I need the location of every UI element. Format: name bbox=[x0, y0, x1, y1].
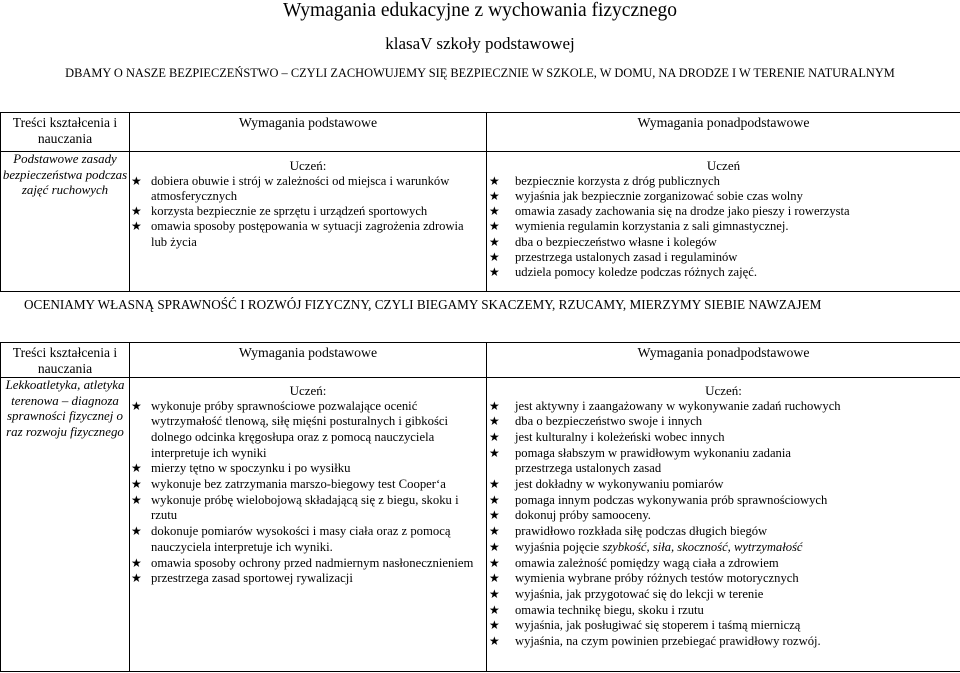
star-icon: ★ bbox=[489, 634, 500, 649]
list-item-text: omawia technikę biegu, skoku i rzutu bbox=[515, 602, 704, 617]
list-item bbox=[131, 555, 480, 572]
list-item-text: korzysta bezpiecznie ze sprzętu i urządzeń sportowych bbox=[151, 204, 428, 219]
list-item-text: wykonuje próbę wielobojową składającą się z biegu, skoku i rzutu bbox=[151, 492, 459, 523]
list-item bbox=[489, 234, 956, 250]
col-header-topic: Treści kształcenia i nauczania bbox=[1, 343, 130, 378]
list-item bbox=[131, 461, 480, 477]
uczen-label: Uczeń: bbox=[289, 158, 327, 173]
section2-basic-cell bbox=[130, 378, 487, 672]
star-icon: ★ bbox=[489, 204, 500, 219]
star-icon: ★ bbox=[489, 477, 500, 492]
document-subtitle: klasaV szkoły podstawowej bbox=[385, 34, 575, 53]
list-item bbox=[489, 602, 956, 619]
section2-advanced-list bbox=[487, 399, 960, 650]
star-icon: ★ bbox=[489, 398, 500, 413]
list-item-text: jest kulturalny i koleżeński wobec innych bbox=[515, 429, 725, 444]
list-item-text: bezpiecznie korzysta z dróg publicznych bbox=[515, 173, 720, 188]
italic-item-terms: szybkość, siła, skoczność, wytrzymałość bbox=[602, 539, 803, 554]
list-item bbox=[489, 414, 956, 430]
list-item bbox=[489, 173, 956, 189]
list-item-text: wykonuje bez zatrzymania marszo-biegowy test Cooper‘a bbox=[151, 477, 446, 492]
star-icon: ★ bbox=[131, 492, 142, 507]
list-item-text: jest aktywny i zaangażowany w wykonywanie zadań ruchowych bbox=[515, 398, 841, 413]
list-item bbox=[131, 492, 480, 524]
section2-advanced-cell bbox=[487, 378, 960, 672]
star-icon: ★ bbox=[131, 524, 142, 539]
list-item bbox=[489, 555, 956, 572]
star-icon: ★ bbox=[489, 618, 500, 633]
document-title: Wymagania edukacyjne z wychowania fizycznego bbox=[282, 0, 678, 21]
list-item bbox=[489, 219, 956, 234]
star-icon: ★ bbox=[489, 586, 500, 601]
list-item-text: przestrzega ustalonych zasad bbox=[515, 461, 662, 476]
star-icon: ★ bbox=[131, 219, 142, 234]
list-item-text: prawidłowo rozkłada siłę podczas długich biegów bbox=[515, 524, 768, 539]
list-item-text: mierzy tętno w spoczynku i po wysiłku bbox=[151, 461, 351, 476]
list-item bbox=[131, 477, 480, 493]
col-header-advanced: Wymagania ponadpodstawowe bbox=[487, 343, 960, 378]
section1-basic-cell bbox=[130, 152, 487, 292]
list-item bbox=[489, 188, 956, 204]
list-item-text: przestrzega ustalonych zasad i regulaminów bbox=[515, 249, 738, 264]
list-item bbox=[489, 524, 956, 540]
list-item-text: wymienia wybrane próby różnych testów motorycznych bbox=[515, 571, 799, 586]
star-icon: ★ bbox=[489, 602, 500, 617]
col-header-basic: Wymagania podstawowe bbox=[130, 113, 487, 152]
list-item bbox=[131, 173, 480, 205]
list-item-text: omawia sposoby ochrony przed nadmiernym nasłonecznieniem bbox=[151, 555, 474, 570]
star-icon: ★ bbox=[489, 188, 500, 203]
list-item bbox=[131, 524, 480, 555]
list-item bbox=[131, 204, 480, 219]
uczen-label: Uczeń: bbox=[705, 383, 742, 398]
list-item-text: pomaga innym podczas wykonywania prób sprawnościowych bbox=[515, 492, 828, 507]
star-icon: ★ bbox=[489, 265, 500, 280]
star-icon: ★ bbox=[489, 429, 500, 444]
list-item-text: dokonuje pomiarów wysokości i masy ciała oraz z pomocą nauczyciela interpretuje ich wyniki. bbox=[151, 524, 451, 554]
list-item-text: dobiera obuwie i strój w zależności od miejsca i warunków atmosferycznych bbox=[151, 173, 450, 203]
star-icon: ★ bbox=[489, 555, 500, 570]
uczen-label: Uczeń bbox=[706, 158, 741, 173]
star-icon: ★ bbox=[489, 524, 500, 539]
list-item-text: wykonuje próby sprawnościowe pozwalające ocenić wytrzymałość tlenową, siłę mięśni posturalnych i gibkości dolnego odcinka kręgosłupa oraz z pomocą nauczyciela interpretuje ich wyniki bbox=[151, 398, 449, 460]
col-header-basic: Wymagania podstawowe bbox=[130, 343, 487, 378]
star-icon: ★ bbox=[131, 477, 142, 492]
section1-heading: DBAMY O NASZE BEZPIECZEŃSTWO – CZYLI ZACHOWUJEMY SIĘ BEZPIECZNIE W SZKOLE, W DOMU, NA DRODZE I W TERENIE NATURALNYM bbox=[65, 66, 895, 80]
section2-heading: OCENIAMY WŁASNĄ SPRAWNOŚĆ I ROZWÓJ FIZYCZNY, CZYLI BIEGAMY SKACZEMY, RZUCAMY, MIERZYMY SIEBIE NAWZAJEM bbox=[24, 297, 822, 312]
list-item-text: wymienia regulamin korzystania z sali gimnastycznej. bbox=[515, 219, 789, 234]
list-item bbox=[131, 219, 480, 250]
list-item-text: jest dokładny w wykonywaniu pomiarów bbox=[515, 477, 724, 492]
star-icon: ★ bbox=[489, 445, 500, 460]
star-icon: ★ bbox=[489, 508, 500, 523]
list-item bbox=[489, 265, 956, 280]
section2-table bbox=[0, 342, 960, 672]
list-item bbox=[489, 492, 956, 509]
list-item bbox=[489, 429, 956, 446]
list-item-text: omawia zasady zachowania się na drodze jako pieszy i rowerzysta bbox=[515, 204, 850, 219]
star-icon: ★ bbox=[489, 539, 500, 554]
list-item bbox=[131, 398, 480, 462]
list-item-text: dba o bezpieczeństwo własne i kolegów bbox=[515, 234, 717, 249]
star-icon: ★ bbox=[131, 571, 142, 586]
list-item bbox=[489, 618, 956, 634]
section2-basic-list bbox=[130, 399, 486, 587]
list-item bbox=[489, 477, 956, 493]
section1-advanced-list bbox=[487, 174, 960, 281]
section1-table bbox=[0, 112, 960, 292]
list-item-text: udziela pomocy koledze podczas różnych zajęć. bbox=[515, 265, 757, 280]
star-icon: ★ bbox=[131, 555, 142, 570]
list-item-text: wyjaśnia, na czym powinien przebiegać prawidłowy rozwój. bbox=[515, 634, 821, 649]
list-item bbox=[489, 249, 956, 265]
list-item bbox=[489, 445, 956, 462]
list-item bbox=[489, 586, 956, 603]
star-icon: ★ bbox=[489, 173, 500, 188]
section1-advanced-cell bbox=[487, 152, 960, 292]
list-item-text: dokonuj próby samooceny. bbox=[515, 508, 651, 523]
list-item-text: wyjaśnia, jak posługiwać się stoperem i taśmą mierniczą bbox=[515, 618, 801, 633]
list-item-text: dba o bezpieczeństwo swoje i innych bbox=[515, 414, 703, 429]
section2-topic: Lekkoatletyka, atletyka terenowa – diagnoza sprawności fizycznej o raz rozwoju fizycznego bbox=[1, 378, 130, 672]
star-icon: ★ bbox=[489, 571, 500, 586]
col-header-topic: Treści kształcenia i nauczania bbox=[1, 113, 130, 152]
list-item-text: przestrzega zasad sportowej rywalizacji bbox=[151, 571, 353, 586]
uczen-label: Uczeń: bbox=[289, 383, 327, 398]
list-item-text: pomaga słabszym w prawidłowym wykonaniu zadania bbox=[515, 445, 791, 460]
list-item bbox=[489, 539, 956, 556]
star-icon: ★ bbox=[131, 173, 142, 188]
list-item bbox=[489, 571, 956, 587]
star-icon: ★ bbox=[131, 204, 142, 219]
list-item bbox=[489, 508, 956, 524]
list-item-text: omawia zależność pomiędzy wagą ciała a zdrowiem bbox=[515, 555, 779, 570]
col-header-advanced: Wymagania ponadpodstawowe bbox=[487, 113, 960, 152]
italic-item-prefix: wyjaśnia pojęcie bbox=[515, 539, 603, 554]
list-item bbox=[131, 571, 480, 587]
list-item-text bbox=[515, 540, 803, 554]
section1-topic: Podstawowe zasady bezpieczeństwa podczas zajęć ruchowych bbox=[1, 152, 130, 292]
list-item bbox=[489, 204, 956, 219]
star-icon: ★ bbox=[489, 249, 500, 264]
star-icon: ★ bbox=[131, 398, 142, 413]
star-icon: ★ bbox=[131, 461, 142, 476]
list-item-text: wyjaśnia, jak przygotować się do lekcji w terenie bbox=[515, 586, 764, 601]
star-icon: ★ bbox=[489, 219, 500, 234]
list-item bbox=[489, 634, 956, 650]
list-item bbox=[489, 398, 956, 415]
list-item bbox=[515, 461, 956, 477]
star-icon: ★ bbox=[489, 414, 500, 429]
star-icon: ★ bbox=[489, 234, 500, 249]
list-item-text: wyjaśnia jak bezpiecznie zorganizować sobie czas wolny bbox=[515, 188, 803, 203]
star-icon: ★ bbox=[489, 492, 500, 507]
list-item-text: omawia sposoby postępowania w sytuacji zagrożenia zdrowia lub życia bbox=[151, 219, 464, 249]
section1-basic-list bbox=[130, 174, 486, 250]
